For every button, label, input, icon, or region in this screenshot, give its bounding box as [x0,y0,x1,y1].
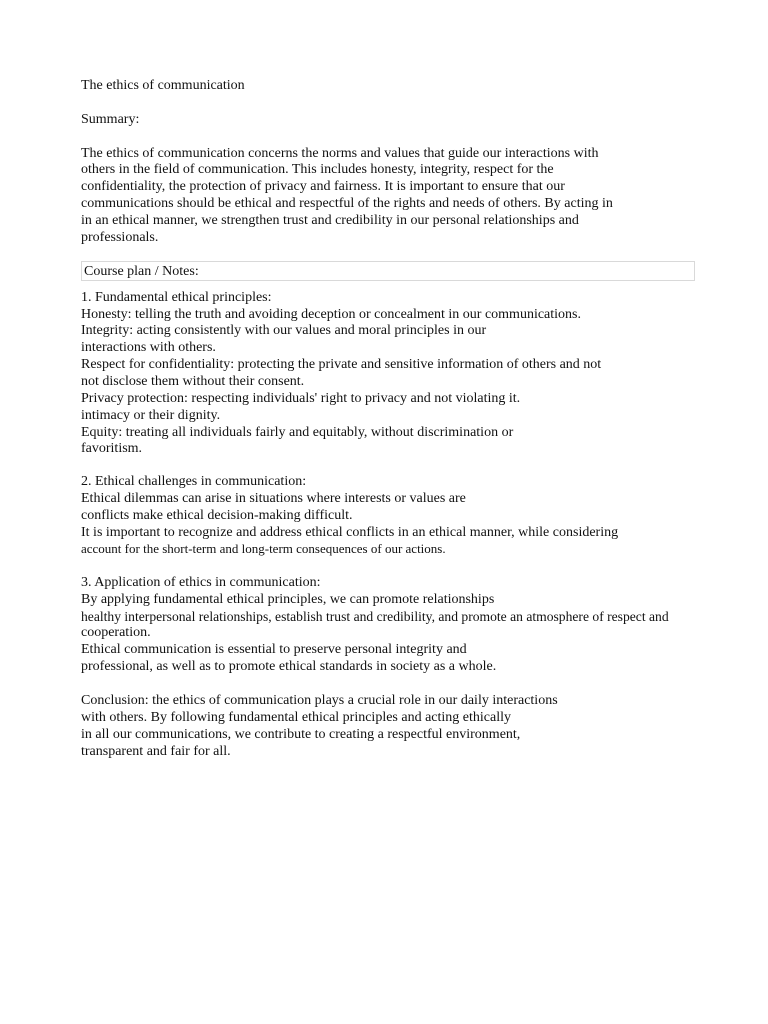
notes-label: Course plan / Notes: [84,264,199,279]
section-line: Ethical communication is essential to preserve personal integrity and [81,642,467,657]
conclusion-line: transparent and fair for all. [81,744,231,759]
section-line: It is important to recognize and address ethical conflicts in an ethical manner, while considering [81,525,619,540]
section-line: conflicts make ethical decision-making difficult. [81,508,353,523]
section-line: Respect for confidentiality: protecting the private and sensitive information of others and not [81,357,602,372]
summary-line: confidentiality, the protection of privacy and fairness. It is important to ensure that our [81,179,565,194]
summary-line: in an ethical manner, we strengthen trust and credibility in our personal relationships and [81,213,579,228]
summary-line: communications should be ethical and respectful of the rights and needs of others. By acting in [81,196,613,211]
section-heading: 1. Fundamental ethical principles: [81,290,272,305]
document-title: The ethics of communication [81,78,245,93]
summary-line: The ethics of communication concerns the norms and values that guide our interactions with [81,146,599,161]
section-line: Integrity: acting consistently with our values and moral principles in our [81,323,487,338]
summary-label: Summary: [81,112,140,127]
section-line: not disclose them without their consent. [81,374,305,389]
section-line: account for the short-term and long-term consequences of our actions. [81,541,446,556]
section-line: Privacy protection: respecting individuals' right to privacy and not violating it. [81,391,521,406]
section-line: intimacy or their dignity. [81,408,221,423]
conclusion-line: with others. By following fundamental ethical principles and acting ethically [81,710,511,725]
section-line: professional, as well as to promote ethical standards in society as a whole. [81,659,497,674]
section-line: favoritism. [81,441,143,456]
section-line: Equity: treating all individuals fairly and equitably, without discrimination or [81,425,514,440]
notes-heading-box [81,261,695,281]
summary-line: professionals. [81,230,159,245]
section-line: cooperation. [81,625,151,640]
section-line: Ethical dilemmas can arise in situations where interests or values are [81,491,466,506]
conclusion-line: Conclusion: the ethics of communication plays a crucial role in our daily interactions [81,693,558,708]
section-line: By applying fundamental ethical principles, we can promote relationships [81,592,495,607]
conclusion-line: in all our communications, we contribute to creating a respectful environment, [81,727,521,742]
section-heading: 3. Application of ethics in communication: [81,575,321,590]
section-line: Honesty: telling the truth and avoiding deception or concealment in our communications. [81,307,581,322]
section-line: healthy interpersonal relationships, establish trust and credibility, and promote an atmosphere of respect and [81,609,669,624]
summary-line: others in the field of communication. This includes honesty, integrity, respect for the [81,162,554,177]
section-heading: 2. Ethical challenges in communication: [81,474,307,489]
section-line: interactions with others. [81,340,216,355]
